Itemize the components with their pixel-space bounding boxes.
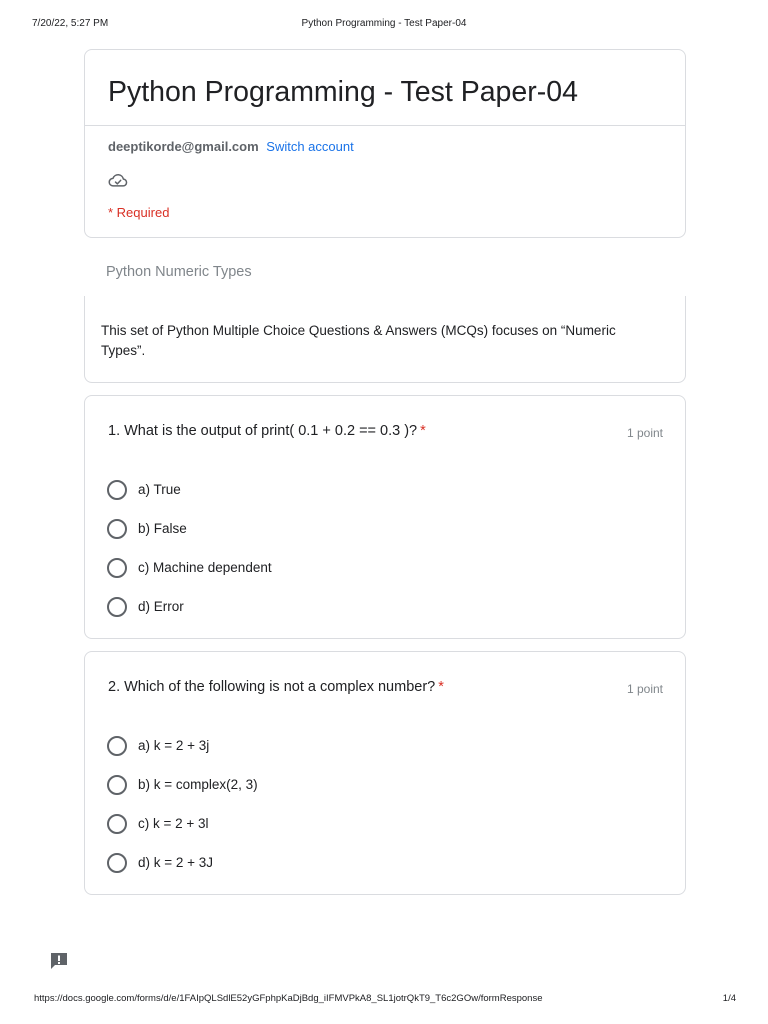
option-label: b) k = complex(2, 3) <box>138 777 258 792</box>
option-list <box>107 726 258 882</box>
question-card-1 <box>84 395 686 639</box>
option-label: d) Error <box>138 599 184 614</box>
question-title <box>108 679 444 695</box>
account-line <box>108 139 354 154</box>
option-a[interactable] <box>107 726 258 765</box>
question-points: 1 point <box>626 426 663 440</box>
radio-button[interactable] <box>107 558 127 578</box>
cloud-saved-icon <box>108 171 128 189</box>
option-d[interactable] <box>107 587 272 626</box>
radio-button[interactable] <box>107 519 127 539</box>
form-header-card <box>84 49 686 238</box>
option-b[interactable] <box>107 765 258 804</box>
section-description-card <box>84 296 686 383</box>
option-d[interactable] <box>107 843 258 882</box>
switch-account-link[interactable]: Switch account <box>266 139 354 154</box>
option-list <box>107 470 272 626</box>
option-c[interactable] <box>107 804 258 843</box>
radio-button[interactable] <box>107 853 127 873</box>
print-date: 7/20/22, 5:27 PM <box>32 18 109 29</box>
option-label: d) k = 2 + 3J <box>138 855 214 870</box>
question-points: 1 point <box>626 682 663 696</box>
print-footer <box>0 993 768 1007</box>
print-header <box>0 18 768 32</box>
account-email: deeptikorde@gmail.com <box>108 139 259 154</box>
form-title: Python Programming - Test Paper-04 <box>108 76 578 108</box>
required-asterisk: * <box>438 679 444 695</box>
section-description: This set of Python Multiple Choice Questions & Answers (MCQs) focuses on “Numeric Types”. <box>101 323 616 358</box>
question-title <box>108 423 426 439</box>
option-a[interactable] <box>107 470 272 509</box>
question-text: 2. Which of the following is not a complex number? <box>108 679 436 695</box>
radio-button[interactable] <box>107 736 127 756</box>
radio-button[interactable] <box>107 775 127 795</box>
question-card-2 <box>84 651 686 895</box>
print-doc-title: Python Programming - Test Paper-04 <box>301 18 467 29</box>
option-label: c) Machine dependent <box>138 560 272 575</box>
radio-button[interactable] <box>107 814 127 834</box>
radio-button[interactable] <box>107 597 127 617</box>
print-url: https://docs.google.com/forms/d/e/1FAIpQLSdlE52yGFphpKaDjBdg_iIFMVPkA8_SL1jotrQkT9_T6c2GOw/formResponse <box>34 993 543 1004</box>
option-label: a) True <box>138 482 181 497</box>
radio-button[interactable] <box>107 480 127 500</box>
option-c[interactable] <box>107 548 272 587</box>
page-number: 1/4 <box>722 993 736 1004</box>
option-label: b) False <box>138 521 187 536</box>
option-label: a) k = 2 + 3j <box>138 738 210 753</box>
header-divider <box>85 125 685 126</box>
question-text: 1. What is the output of print( 0.1 + 0.2 == 0.3 )? <box>108 423 418 439</box>
option-b[interactable] <box>107 509 272 548</box>
section-title: Python Numeric Types <box>106 264 252 280</box>
option-label: c) k = 2 + 3l <box>138 816 209 831</box>
required-asterisk: * <box>420 423 426 439</box>
report-problem-icon[interactable] <box>49 951 69 971</box>
required-note: * Required <box>108 205 170 220</box>
